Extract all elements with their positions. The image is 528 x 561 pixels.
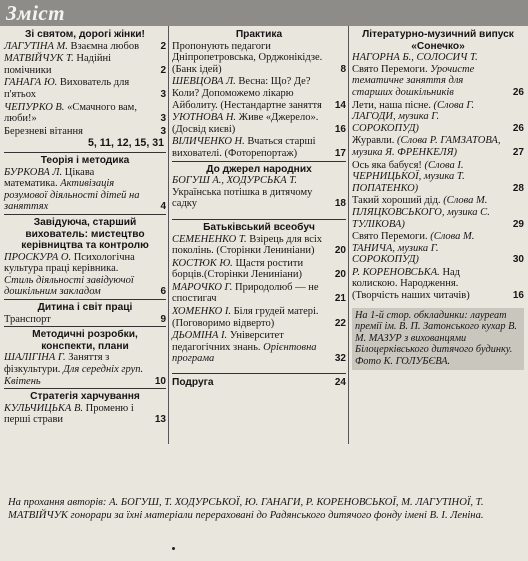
toc-column-1 xyxy=(4,29,166,427)
page-number: 9 xyxy=(160,313,166,325)
page-number: 4 xyxy=(160,201,166,213)
toc-entry[interactable] xyxy=(352,195,524,230)
entry-title: Природолюб — не спостигач xyxy=(172,281,319,305)
page-number: 20 xyxy=(334,245,346,257)
entry-title: Психологічна культура праці керівника. xyxy=(4,251,135,275)
toc-entry[interactable] xyxy=(4,314,166,326)
section-heading: До джерел народних xyxy=(172,161,346,176)
page-number: 16 xyxy=(512,290,524,302)
page-number: 3 xyxy=(160,113,166,125)
toc-entry[interactable] xyxy=(4,352,166,387)
entry-author: ЧЕПУРКО В. xyxy=(4,101,65,113)
page-number: 24 xyxy=(334,377,346,389)
entry-title: Взірець для всіх поколінь. (Сторінки Лениніани) xyxy=(172,233,323,257)
decorative-dot xyxy=(172,547,175,550)
toc-entry[interactable] xyxy=(352,135,524,158)
entry-author: ЛАГУТІНА М. xyxy=(4,40,68,52)
entry-title: Щастя ростити борців.(Сторінки Лениніани) xyxy=(172,257,304,281)
entry-subtitle: (Слова М. ПЛЯЦКОВСЬКОГО, музика С. ТУЛІКОВА) xyxy=(352,195,490,230)
page-number: 6 xyxy=(160,286,166,298)
entry-author: НАГОРНА Б., СОЛОСИЧ Т. xyxy=(352,52,478,64)
entry-subtitle: (Слова Р. ГАМЗАТОВА, музика Я. ФРЕНКЕЛЯ) xyxy=(352,135,501,158)
column-divider xyxy=(348,26,349,444)
toc-entry[interactable] xyxy=(172,258,346,281)
toc-entry[interactable] xyxy=(352,100,524,135)
entry-author: СЕМЕНЕНКО Т. xyxy=(172,233,247,245)
entry-author: УЮТНОВА Н. xyxy=(172,112,237,124)
page-title: Зміст xyxy=(6,1,66,25)
entry-title: Біля грудей матері. (Поговоримо відверто) xyxy=(172,306,319,329)
entry-title: Журавли. xyxy=(352,135,395,147)
entry-title: «Смачного вам, люби!» xyxy=(4,101,137,125)
entry-subtitle: Стиль діяльності завідуючої дошкільним закладом xyxy=(4,274,134,298)
page-number: 26 xyxy=(512,86,524,98)
entry-author: БУРКОВА Л. xyxy=(4,166,63,178)
page-number: 3 xyxy=(160,88,166,100)
entry-subtitle: (Слова І. ЧЕРНИЦЬКОЇ, музика Т. ПОПАТЕНКО) xyxy=(352,159,465,194)
entry-author: БОГУШ А., ХОДУРСЬКА Т. xyxy=(172,175,298,187)
entry-title: Українська потішка в дитячому садку xyxy=(172,186,313,210)
toc-entry[interactable] xyxy=(4,126,166,138)
entry-subtitle: (Слова Г. ЛАГОДИ, музика Г. СОРОКОПУД) xyxy=(352,99,475,134)
page-number: 30 xyxy=(512,254,524,266)
page-number: 10 xyxy=(154,375,166,387)
toc-entry[interactable] xyxy=(4,53,166,76)
entry-title: Променю і перші страви xyxy=(4,402,134,426)
section-heading: Дитина і світ праці xyxy=(4,299,166,314)
toc-entry[interactable] xyxy=(4,403,166,426)
entry-subtitle: Для середніх груп. Квітень xyxy=(4,364,144,387)
entry-title: Університет педагогічних знань. xyxy=(172,330,284,353)
page-number: 22 xyxy=(334,317,346,329)
toc-column-3 xyxy=(352,29,524,370)
section-heading: Завідуюча, старший вихователь: мистецтво керівництва та контролю xyxy=(4,214,166,252)
entry-title: Вчаться старші вихователі. (Фоторепортаж) xyxy=(172,136,316,159)
page-number: 2 xyxy=(160,40,166,52)
page-number: 26 xyxy=(512,122,524,134)
entry-title: Взаємна любов xyxy=(70,40,140,52)
page-number: 20 xyxy=(334,269,346,281)
entry-subtitle: (Слова М. ТАНИЧА, музика Г. СОРОКОПУД) xyxy=(352,231,475,266)
toc-entry[interactable] xyxy=(172,76,346,111)
cover-caption: На 1-й стор. обкладинки: лауреат премії ім. В. П. Затонського кухар В. М. МАЗУР з вихованцями Білоцерківського дитячого будинку. Фото К. ГОЛУБЄВА. xyxy=(352,308,524,370)
entry-title: Свято Перемоги. xyxy=(352,63,428,75)
section-heading: Батьківський всеобуч xyxy=(172,219,346,234)
entry-author: ШАЛІГІНА Г. xyxy=(4,352,66,364)
entry-title: Свято Перемоги. xyxy=(352,231,428,243)
toc-column-2 xyxy=(172,29,346,390)
footer-note: На прохання авторів: А. БОГУШ, Т. ХОДУРСЬКОЇ, Ю. ГАНАГИ, Р. КОРЕНОВСЬКОЇ, М. ЛАГУТІНОЇ, Т. МАТВІЙЧУК гонорари за їхні матеріали перераховані до Радянського дитячого фонду імені В. І. Леніна. xyxy=(8,497,484,521)
entry-title: Надійні помічники xyxy=(4,53,112,76)
page-number: 17 xyxy=(334,147,346,159)
toc-entry[interactable] xyxy=(4,167,166,213)
section-heading: Методичні розробки, конспекти, плани xyxy=(4,326,166,352)
toc-entry[interactable] xyxy=(172,136,346,159)
entry-title: Над колискою. Народження. (Творчість наших читачів) xyxy=(352,266,470,302)
toc-entry[interactable] xyxy=(172,234,346,257)
entry-author: ГАНАГА Ю. xyxy=(4,77,58,89)
entry-author: КОСТЮК Ю. xyxy=(172,257,233,269)
page-number: 8 xyxy=(340,63,346,75)
toc-entry[interactable] xyxy=(172,306,346,329)
toc-entry[interactable] xyxy=(4,102,166,125)
entry-author: ВІЛИЧЕНКО Н. xyxy=(172,136,245,148)
page-number: 13 xyxy=(154,414,166,426)
entry-title: Вихователь для п'ятьох xyxy=(4,77,130,100)
page-number: 28 xyxy=(512,182,524,194)
entry-author: ХОМЕНКО І. xyxy=(172,306,232,318)
entry-author: ПРОСКУРА О. xyxy=(4,251,72,263)
toc-entry[interactable] xyxy=(352,267,524,302)
entry-subtitle: Активізація розумової діяльності дітей на заняттях xyxy=(4,178,140,213)
page-number: 2 xyxy=(160,64,166,76)
entry-title: Весна: Що? Де? Коли? Допоможемо лікарю Айболиту. (Нестандартне заняття xyxy=(172,76,322,111)
entry-title: Цікава математика. xyxy=(4,166,95,190)
toc-entry[interactable] xyxy=(172,373,346,389)
toc-entry[interactable] xyxy=(352,160,524,195)
toc-entry[interactable] xyxy=(172,175,346,210)
page-number-list: 5, 11, 12, 15, 31 xyxy=(88,137,164,150)
entry-author: Р. КОРЕНОВСЬКА. xyxy=(352,266,440,278)
toc-entry[interactable] xyxy=(352,231,524,266)
page-number: 3 xyxy=(160,125,166,137)
header-bar xyxy=(0,0,528,26)
entry-subtitle: Орієнтовна програма xyxy=(172,341,317,365)
entry-author: МАРОЧКО Г. xyxy=(172,281,233,293)
entry-author: МАТВІЙЧУК Т. xyxy=(4,53,74,65)
entry-title: Лети, наша пісне. xyxy=(352,99,431,111)
section-heading: Стратегія харчування xyxy=(4,388,166,403)
page-number: 21 xyxy=(334,293,346,305)
toc-entry[interactable] xyxy=(172,112,346,135)
section-heading: Практика xyxy=(235,29,283,40)
toc-entry[interactable] xyxy=(172,330,346,365)
toc-entry[interactable] xyxy=(4,41,166,53)
entry-title: Такий хороший дід. xyxy=(352,195,441,207)
page-number: 27 xyxy=(512,146,524,158)
column-divider xyxy=(168,26,169,444)
section-heading: Теорія і методика xyxy=(4,152,166,167)
entry-author: ШЕВЦОВА Л. xyxy=(172,76,236,88)
toc-entry[interactable] xyxy=(352,52,524,98)
page-number: 32 xyxy=(334,353,346,365)
entry-title: Березневі вітання xyxy=(4,125,83,137)
toc-entry[interactable] xyxy=(172,41,346,76)
entry-title: Транспорт xyxy=(4,313,51,325)
entry-title: Ось яка бабуся! xyxy=(352,159,422,171)
entry-author: ДЬОМІНА І. xyxy=(172,330,228,342)
toc-entry[interactable] xyxy=(4,77,166,100)
entry-subtitle: Урочисте тематичне заняття для старших дошкільників xyxy=(352,63,475,98)
section-heading: Літературно-музичний випуск «Сонечко» xyxy=(362,29,514,52)
page-number: 14 xyxy=(334,99,346,111)
toc-entry[interactable] xyxy=(4,252,166,298)
toc-entry[interactable] xyxy=(172,282,346,305)
entry-author: КУЛЬЧИЦЬКА В. xyxy=(4,402,83,414)
entry-title: Подруга xyxy=(172,377,214,389)
page-number: 16 xyxy=(334,123,346,135)
page-number: 18 xyxy=(334,198,346,210)
entry-title: Живе «Джерело». (Досвід києві) xyxy=(172,112,319,135)
page-number: 29 xyxy=(512,218,524,230)
entry-title: Пропонують педагоги Дніпропетровська, Орджонікідзе. (Банк ідей) xyxy=(172,40,323,75)
section-heading: Зі святом, дорогі жінки! xyxy=(25,29,145,40)
entry-title: Заняття з фізкультури. xyxy=(4,352,110,376)
